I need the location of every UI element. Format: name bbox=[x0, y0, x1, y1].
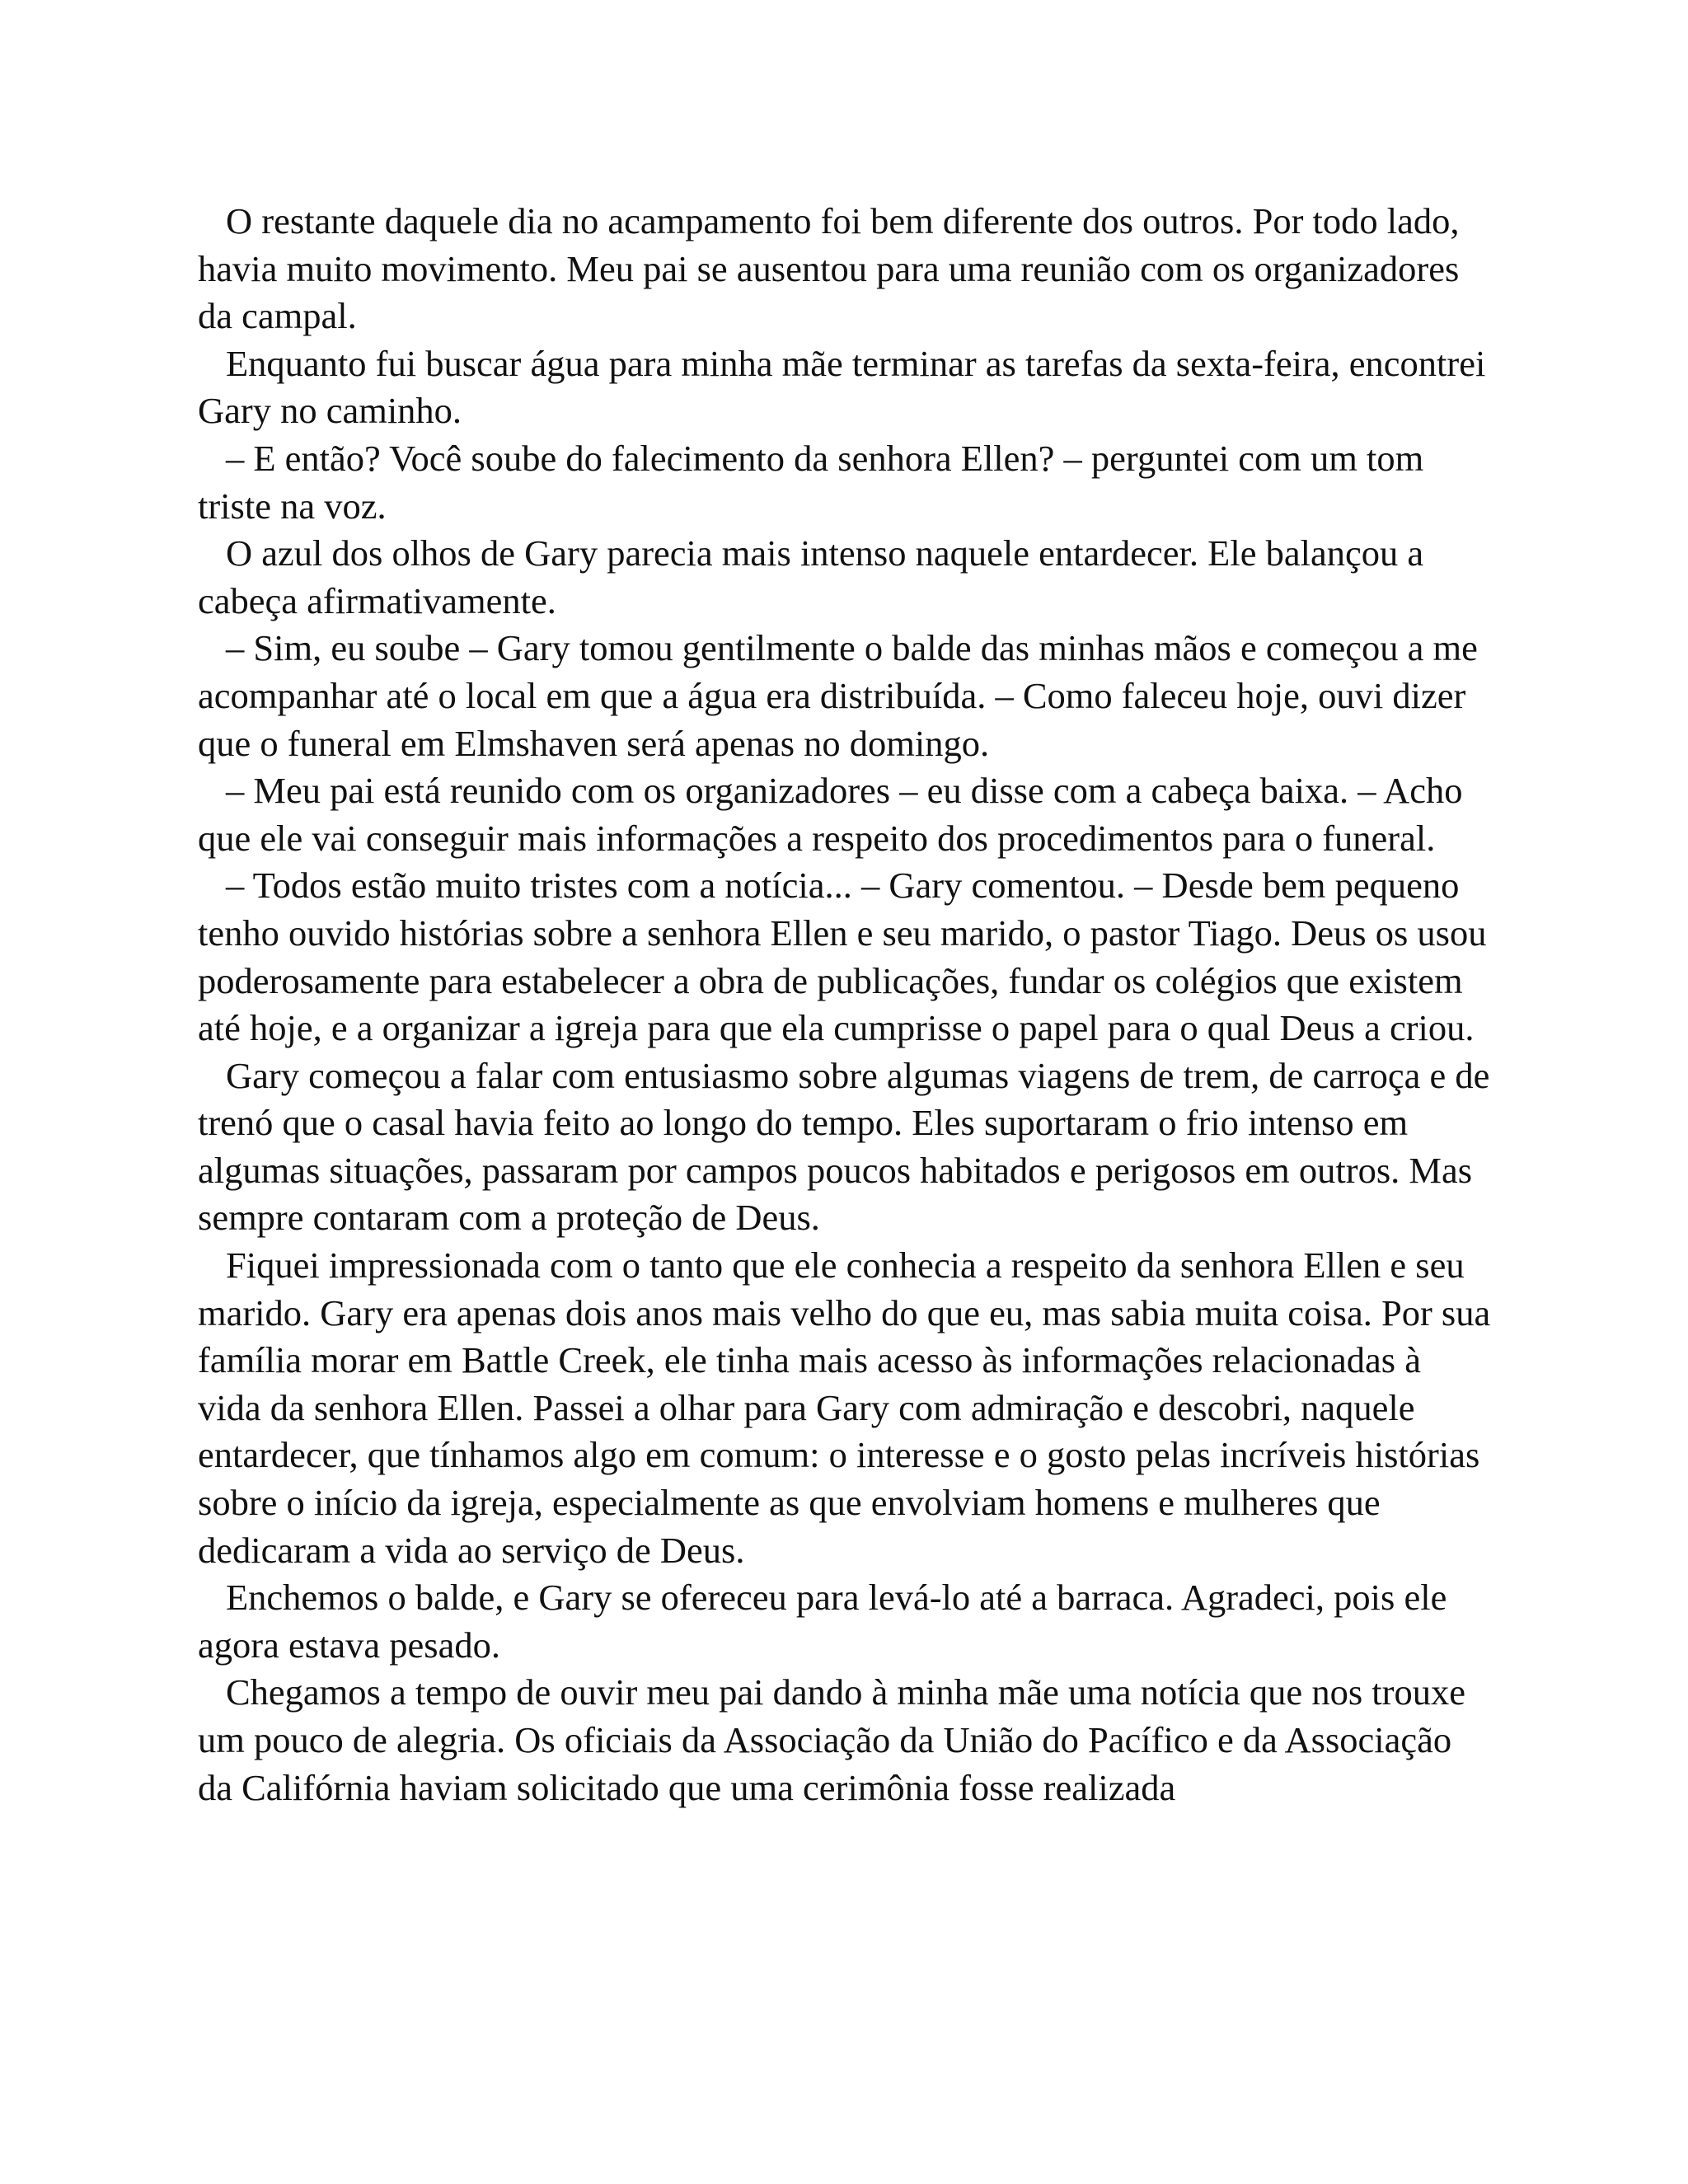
paragraph-9: Fiquei impressionada com o tanto que ele conhecia a respeito da senhora Ellen e seu marido. Gary era apenas dois anos mais velho do que eu, mas sabia muita coisa. Por sua família morar em Battle Creek, ele tinha mais acesso às informações relacionadas à vida da senhora Ellen. Passei a olhar para Gary com admiração e descobri, naquele entardecer, que tínhamos algo em comum: o interesse e o gosto pelas incríveis histórias sobre o início da igreja, especialmente as que envolviam homens e mulheres que dedicaram a vida ao serviço de Deus. bbox=[198, 1244, 1491, 1571]
paragraph-3: – E então? Você soube do falecimento da senhora Ellen? – perguntei com um tom triste na voz. bbox=[198, 437, 1424, 527]
paragraph-10: Enchemos o balde, e Gary se ofereceu para levá-lo até a barraca. Agradeci, pois ele agora estava pesado. bbox=[198, 1577, 1447, 1666]
paragraph-7: – Todos estão muito tristes com a notícia... – Gary comentou. – Desde bem pequeno tenho ouvido histórias sobre a senhora Ellen e seu marido, o pastor Tiago. Deus os usou poderosamente para estabelecer a obra de publicações, fundar os colégios que existem até hoje, e a organizar a igreja para que ela cumprisse o papel para o qual Deus a criou. bbox=[198, 865, 1487, 1049]
page-text bbox=[198, 198, 1492, 1811]
paragraph-6: – Meu pai está reunido com os organizadores – eu disse com a cabeça baixa. – Acho que ele vai conseguir mais informações a respeito dos procedimentos para o funeral. bbox=[198, 770, 1463, 859]
paragraph-4: O azul dos olhos de Gary parecia mais intenso naquele entardecer. Ele balançou a cabeça afirmativamente. bbox=[198, 532, 1424, 621]
paragraph-11: Chegamos a tempo de ouvir meu pai dando à minha mãe uma notícia que nos trouxe um pouco de alegria. Os oficiais da Associação da União do Pacífico e da Associação da Califórnia haviam solicitado que uma cerimônia fosse realizada bbox=[198, 1671, 1465, 1808]
paragraph-2: Enquanto fui buscar água para minha mãe terminar as tarefas da sexta-feira, encontrei Gary no caminho. bbox=[198, 342, 1486, 432]
paragraph-5: – Sim, eu soube – Gary tomou gentilmente o balde das minhas mãos e começou a me acompanhar até o local em que a água era distribuída. – Como faleceu hoje, ouvi dizer que o funeral em Elmshaven será apenas no domingo. bbox=[198, 627, 1478, 764]
paragraph-8: Gary começou a falar com entusiasmo sobre algumas viagens de trem, de carroça e de trenó que o casal havia feito ao longo do tempo. Eles suportaram o frio intenso em algumas situações, passaram por campos poucos habitados e perigosos em outros. Mas sempre contaram com a proteção de Deus. bbox=[198, 1054, 1490, 1239]
paragraph-1: O restante daquele dia no acampamento foi bem diferente dos outros. Por todo lado, havia muito movimento. Meu pai se ausentou para uma reunião com os organizadores da campal. bbox=[198, 200, 1460, 337]
